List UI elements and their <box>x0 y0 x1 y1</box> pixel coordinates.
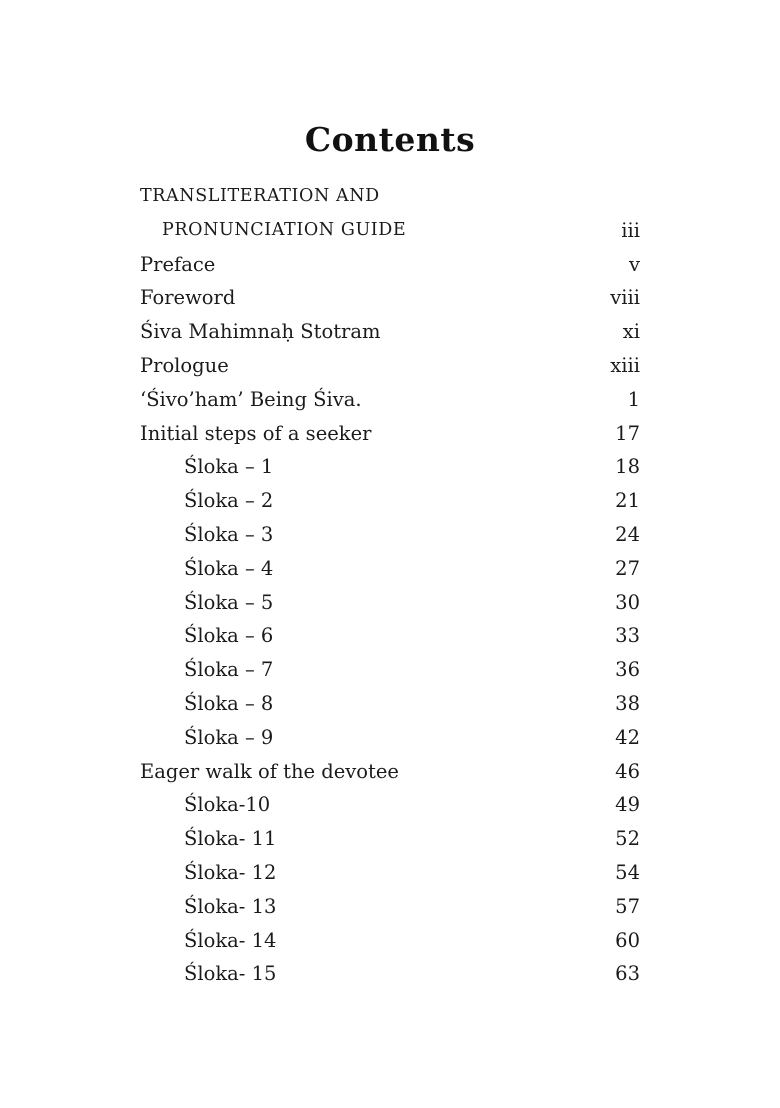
toc-entry <box>140 856 640 890</box>
toc-entry-label: Śloka – 6 <box>184 624 274 648</box>
toc-entry-page: 18 <box>615 455 640 479</box>
toc-entry-page: 17 <box>615 421 640 445</box>
toc-entry <box>140 619 640 653</box>
toc-entry-label: Preface <box>140 252 216 276</box>
toc-entry-page: 1 <box>627 387 640 411</box>
toc-entry-label: Śloka- 13 <box>184 894 277 918</box>
toc-entry <box>140 586 640 620</box>
toc-entry <box>140 214 640 248</box>
toc-entry-label: Śloka – 2 <box>184 489 274 513</box>
toc-entry-page: 63 <box>615 962 640 986</box>
toc-entry-page: 38 <box>615 691 640 715</box>
toc-entry <box>140 924 640 958</box>
toc-entry-label: PRONUNCIATION GUIDE <box>162 219 407 240</box>
toc-entry <box>140 788 640 822</box>
toc-entry-page: xi <box>622 320 640 344</box>
toc-entry <box>140 552 640 586</box>
toc-entry-label: Śloka – 8 <box>184 691 274 715</box>
toc-entry-page: 36 <box>615 658 640 682</box>
toc-entry-label: Śloka-10 <box>184 793 271 817</box>
toc-entry-page: 49 <box>615 793 640 817</box>
toc-entry-label: Śloka – 3 <box>184 522 274 546</box>
toc-entry-label: Śloka – 1 <box>184 455 274 479</box>
toc-entry <box>140 417 640 451</box>
toc-entry <box>140 687 640 721</box>
toc-entry-label: Śloka – 7 <box>184 658 274 682</box>
toc-entry-page: 46 <box>615 759 640 783</box>
toc-entry-label: TRANSLITERATION AND <box>140 186 380 206</box>
toc-entry-page: 60 <box>615 928 640 952</box>
toc-entry-label: Śloka – 5 <box>184 590 274 614</box>
toc-entry-page: xiii <box>610 353 640 377</box>
toc-entry <box>140 248 640 282</box>
toc-entry-label: Śloka- 12 <box>184 860 277 884</box>
toc-entry <box>140 721 640 755</box>
toc-entry <box>140 890 640 924</box>
toc-entry-page: 24 <box>615 522 640 546</box>
toc-entry-page: 54 <box>615 860 640 884</box>
toc-entry-label: Śiva Mahimnaḥ Stotram <box>140 320 381 344</box>
toc-entry-page: viii <box>610 286 640 310</box>
toc-entry <box>140 383 640 417</box>
toc-entry <box>140 653 640 687</box>
toc-entry-label: Śloka- 14 <box>184 928 277 952</box>
toc-entry-label: Śloka- 15 <box>184 962 277 986</box>
toc-entry-label: Śloka – 4 <box>184 556 274 580</box>
toc-entry-page: v <box>628 252 640 276</box>
toc-entry-label: Prologue <box>140 353 229 377</box>
toc-entry <box>140 349 640 383</box>
toc-entry <box>140 450 640 484</box>
toc-entry-page: 52 <box>615 827 640 851</box>
toc-entry-page: 27 <box>615 556 640 580</box>
toc-entry <box>140 957 640 991</box>
toc-entry-label: Śloka- 11 <box>184 827 277 851</box>
toc-entry <box>140 755 640 789</box>
toc-entry <box>140 484 640 518</box>
table-of-contents <box>140 180 640 991</box>
toc-entry <box>140 180 640 214</box>
toc-entry <box>140 822 640 856</box>
page-title: Contents <box>304 120 476 159</box>
toc-entry-label: Śloka – 9 <box>184 725 274 749</box>
toc-entry <box>140 281 640 315</box>
toc-entry-label: ‘Śivo’ham’ Being Śiva. <box>140 387 362 411</box>
toc-entry-page: 33 <box>615 624 640 648</box>
toc-entry-page: iii <box>621 218 640 242</box>
toc-entry-page: 21 <box>615 489 640 513</box>
toc-entry-label: Eager walk of the devotee <box>140 759 399 783</box>
toc-entry <box>140 518 640 552</box>
toc-entry-page: 42 <box>615 725 640 749</box>
toc-entry-label: Foreword <box>140 286 236 310</box>
toc-entry <box>140 315 640 349</box>
toc-entry-label: Initial steps of a seeker <box>140 421 372 445</box>
toc-entry-page: 57 <box>615 894 640 918</box>
toc-entry-page: 30 <box>615 590 640 614</box>
